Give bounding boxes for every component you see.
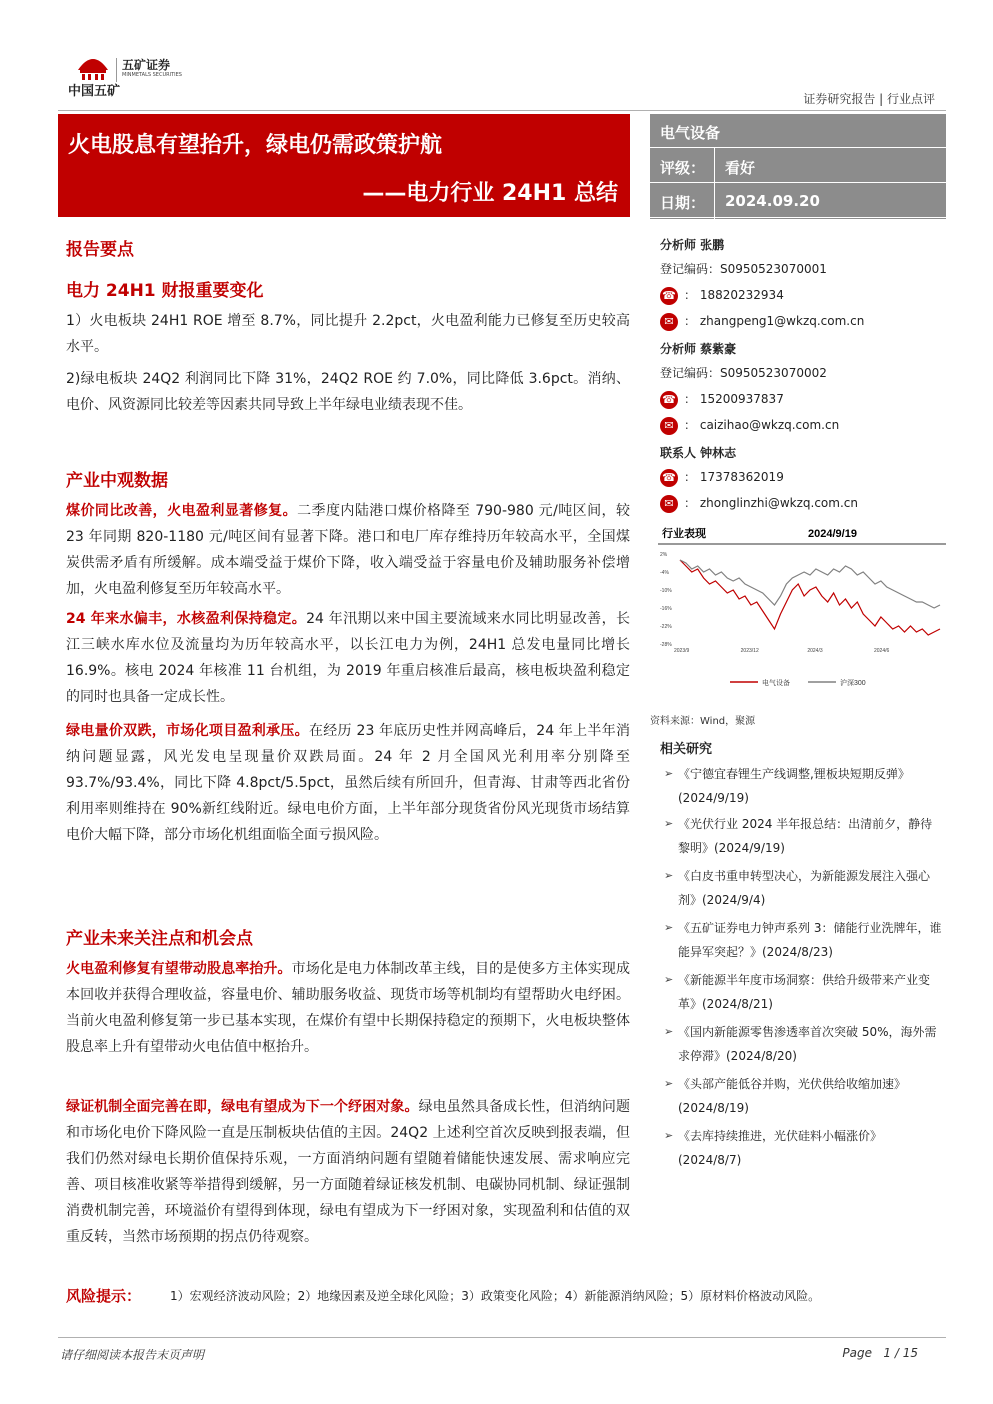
chart-title: 行业表现 bbox=[662, 528, 706, 540]
chart-svg bbox=[658, 522, 946, 698]
report-subtitle: ——电力行业 24H1 总结 bbox=[362, 181, 618, 206]
analyst-2-phone-row: ☎ ： 15200937837 bbox=[660, 386, 784, 412]
y-tick-label: 2% bbox=[660, 552, 668, 558]
legend-label: 沪深300 bbox=[840, 680, 866, 687]
arrow-icon: ➢ bbox=[664, 869, 674, 882]
industry-item-lead: 24 年来水偏丰，水核盈利保持稳定。 bbox=[66, 611, 307, 627]
analyst-2-phone: 15200937837 bbox=[699, 392, 784, 406]
summary-subheading: 电力 24H1 财报重要变化 bbox=[66, 281, 264, 301]
header-divider bbox=[58, 110, 946, 111]
footer-disclaimer: 请仔细阅读本报告末页声明 bbox=[60, 1348, 205, 1362]
summary-point-2: 2)绿电板块 24Q2 利润同比下降 31%，24Q2 ROE 约 7.0%，同比降低 3.6pct。消纳、电价、风资源同比较差等因素共同导致上半年绿电业绩表现不佳。 bbox=[66, 371, 630, 413]
industry-item-lead: 煤价同比改善，火电盈利显著修复。 bbox=[66, 503, 298, 519]
contact-email-row: ✉ ： zhonglinzhi@wkzq.com.cn bbox=[660, 490, 858, 516]
arrow-icon: ➢ bbox=[664, 1129, 674, 1142]
title-banner bbox=[58, 114, 630, 217]
arrow-icon: ➢ bbox=[664, 973, 674, 986]
email-icon: ✉ bbox=[660, 417, 678, 435]
sector-label: 电气设备 bbox=[660, 124, 721, 142]
related-item[interactable]: ➢ 《五矿证券电力钟声系列 3：储能行业洗牌年，谁能异军突起？》(2024/8/23) bbox=[664, 916, 944, 964]
future-item-lead: 绿证机制全面完善在即，绿电有望成为下一个纾困对象。 bbox=[66, 1099, 419, 1115]
logo-text-cn: 中国五矿 bbox=[68, 84, 121, 99]
future-item-text: 绿电虽然具备成长性，但消纳问题和市场化电价下降风险一直是压制板块估值的主因。24Q2 上述利空首次反映到报表端，但我们仍然对绿电长期价值保持乐观，一方面消纳问题有望随着储能快速发展、需求响应完善、项目核准收紧等举措得到缓解，另一方面随着绿证核发机制、电碳协同机制、绿证强制消费机制完善，环境溢价有望得到体现，绿电有望成为下一纾困对象，实现盈利和估值的双重反转，当然市场预期的拐点仍待观察。 bbox=[66, 1099, 630, 1245]
risk-label: 风险提示： bbox=[66, 1287, 142, 1305]
analyst-1-email[interactable]: zhangpeng1@wkzq.com.cn bbox=[699, 314, 865, 328]
y-tick-label: -4% bbox=[660, 570, 669, 576]
x-tick-label: 2024/6 bbox=[874, 648, 890, 654]
arrow-icon: ➢ bbox=[664, 921, 674, 934]
email-icon: ✉ bbox=[660, 313, 678, 331]
arrow-icon: ➢ bbox=[664, 1025, 674, 1038]
date-value: 2024.09.20 bbox=[725, 192, 820, 210]
date-label: 日期： bbox=[660, 194, 706, 212]
future-heading: 产业未来关注点和机会点 bbox=[66, 929, 253, 949]
related-item[interactable]: ➢ 《头部产能低谷并购，光伏供给收缩加速》(2024/8/19) bbox=[664, 1072, 944, 1120]
phone-icon: ☎ bbox=[660, 391, 678, 409]
y-tick-label: -22% bbox=[660, 624, 672, 630]
page-number: Page 1 / 15 bbox=[842, 1346, 918, 1360]
rating-info-box bbox=[650, 114, 946, 219]
analyst-2-reg: 登记编码：S0950523070002 bbox=[660, 366, 827, 380]
industry-item-text: 在经历 23 年底历史性并网高峰后，24 年上半年消纳问题显露，风光发电呈现量价双跌局面。24 年 2 月全国风光利用率分别降至 93.7%/93.4%，同比下降 4.8pct/5.5pct，虽然后续有所回升，但青海、甘肃等西北省份利用率则维持在 90%新红线附近。绿电电价方面，上半年部分现货省份风光现货市场结算电价大幅下降，部分市场化机组面临全面亏损风险。 bbox=[66, 723, 631, 843]
x-tick-label: 2023/9 bbox=[674, 648, 690, 654]
chart-date: 2024/9/19 bbox=[808, 528, 857, 540]
logo-sub-en: MINMETALS SECURITIES bbox=[122, 72, 182, 78]
rating-row bbox=[650, 149, 946, 183]
company-logo bbox=[68, 44, 208, 99]
rating-value: 看好 bbox=[725, 159, 756, 177]
analyst-1-phone-row: ☎ ： 18820232934 bbox=[660, 282, 784, 308]
industry-item-text: 二季度内陆港口煤价格降至 790-980 元/吨区间，较 23 年同期 820-1180 元/吨区间有显著下降。港口和电厂库存维持历年较高水平，全国煤炭供需矛盾有所缓解。成本端受益于煤价下降，收入端受益于容量电价及辅助服务补偿增加，火电盈利修复至历年较高水平。 bbox=[66, 503, 630, 597]
report-title: 火电股息有望抬升，绿电仍需政策护航 bbox=[68, 133, 443, 158]
phone-icon: ☎ bbox=[660, 287, 678, 305]
info-divider bbox=[714, 148, 715, 219]
analyst-2-email-row: ✉ ： caizihao@wkzq.com.cn bbox=[660, 412, 839, 438]
industry-performance-chart bbox=[658, 522, 946, 698]
footer-divider bbox=[58, 1337, 946, 1338]
report-type-tag: 证券研究报告 | 行业点评 bbox=[803, 92, 935, 106]
related-item[interactable]: ➢ 《光伏行业 2024 半年报总结：出清前夕，静待黎明》(2024/9/19) bbox=[664, 812, 944, 860]
industry-item-text: 24 年汛期以来中国主要流域来水同比明显改善，长江三峡水库水位及流量均为历年较高水平，以长江电力为例，24H1 总发电量同比增长 16.9%。核电 2024 年核准 11 台机组，为 2019 年重启核准后最高，核电板块盈利稳定的同时也具备一定成长性。 bbox=[66, 611, 630, 705]
risk-text: 1）宏观经济波动风险；2）地缘因素及逆全球化风险；3）政策变化风险；4）新能源消纳风险；5）原材料价格波动风险。 bbox=[170, 1289, 821, 1303]
related-item[interactable]: ➢ 《国内新能源零售渗透率首次突破 50%，海外需求停滞》(2024/8/20) bbox=[664, 1020, 944, 1068]
phone-icon: ☎ bbox=[660, 469, 678, 487]
sector-row bbox=[650, 114, 946, 148]
email-icon: ✉ bbox=[660, 495, 678, 513]
contact-phone-row: ☎ ： 17378362019 bbox=[660, 464, 784, 490]
summary-heading: 报告要点 bbox=[66, 240, 134, 260]
contact-title: 联系人 钟林志 bbox=[660, 446, 737, 460]
future-item-1 bbox=[66, 956, 630, 1060]
analyst-1-phone: 18820232934 bbox=[699, 288, 784, 302]
summary-point-1: 1）火电板块 24H1 ROE 增至 8.7%，同比提升 2.2pct，火电盈利能力已修复至历史较高水平。 bbox=[66, 313, 630, 355]
analyst-1-reg: 登记编码：S0950523070001 bbox=[660, 262, 827, 276]
arrow-icon: ➢ bbox=[664, 817, 674, 830]
contact-email[interactable]: zhonglinzhi@wkzq.com.cn bbox=[699, 496, 858, 510]
analyst-1-title: 分析师 张鹏 bbox=[660, 238, 725, 252]
related-item[interactable]: ➢ 《白皮书重申转型决心，为新能源发展注入强心剂》(2024/9/4) bbox=[664, 864, 944, 912]
legend-label: 电气设备 bbox=[762, 680, 790, 687]
future-item-lead: 火电盈利修复有望带动股息率抬升。 bbox=[66, 961, 292, 977]
arrow-icon: ➢ bbox=[664, 767, 674, 780]
related-item[interactable]: ➢ 《去库持续推进，光伏硅料小幅涨价》(2024/8/7) bbox=[664, 1124, 944, 1172]
y-tick-label: -16% bbox=[660, 606, 672, 612]
arrow-icon: ➢ bbox=[664, 1077, 674, 1090]
future-item-2 bbox=[66, 1094, 630, 1250]
related-research-heading: 相关研究 bbox=[660, 742, 713, 757]
y-tick-label: -28% bbox=[660, 642, 672, 648]
future-item-text: 市场化是电力体制改革主线，目的是使多方主体实现成本回收并获得合理收益，容量电价、辅助服务收益、现货市场等机制均有望帮助火电纾困。当前火电盈利修复第一步已基本实现，在煤价有望中长期保持稳定的预期下，火电板块整体股息率上升有望带动火电估值中枢抬升。 bbox=[66, 961, 630, 1055]
date-row bbox=[650, 184, 946, 218]
series-line-0 bbox=[680, 560, 940, 635]
industry-item-1 bbox=[66, 498, 630, 602]
contact-phone: 17378362019 bbox=[699, 470, 784, 484]
logo-sub-cn: 五矿证券 bbox=[122, 58, 171, 72]
related-item[interactable]: ➢ 《新能源半年度市场洞察：供给升级带来产业变革》(2024/8/21) bbox=[664, 968, 944, 1016]
analyst-1-email-row: ✉ ： zhangpeng1@wkzq.com.cn bbox=[660, 308, 864, 334]
y-tick-label: -10% bbox=[660, 588, 672, 594]
x-tick-label: 2023/12 bbox=[740, 648, 759, 654]
industry-item-2 bbox=[66, 606, 630, 710]
chart-source: 资料来源：Wind，聚源 bbox=[650, 716, 756, 727]
industry-item-lead: 绿电量价双跌，市场化项目盈利承压。 bbox=[66, 723, 309, 739]
industry-item-3 bbox=[66, 718, 630, 848]
x-tick-label: 2024/3 bbox=[807, 648, 823, 654]
related-item[interactable]: ➢ 《宁德宜春锂生产线调整,锂板块短期反弹》(2024/9/19) bbox=[664, 762, 944, 810]
rating-label: 评级： bbox=[660, 159, 706, 177]
industry-heading: 产业中观数据 bbox=[66, 471, 168, 491]
analyst-2-email[interactable]: caizihao@wkzq.com.cn bbox=[699, 418, 840, 432]
analyst-2-title: 分析师 蔡紫豪 bbox=[660, 342, 737, 356]
